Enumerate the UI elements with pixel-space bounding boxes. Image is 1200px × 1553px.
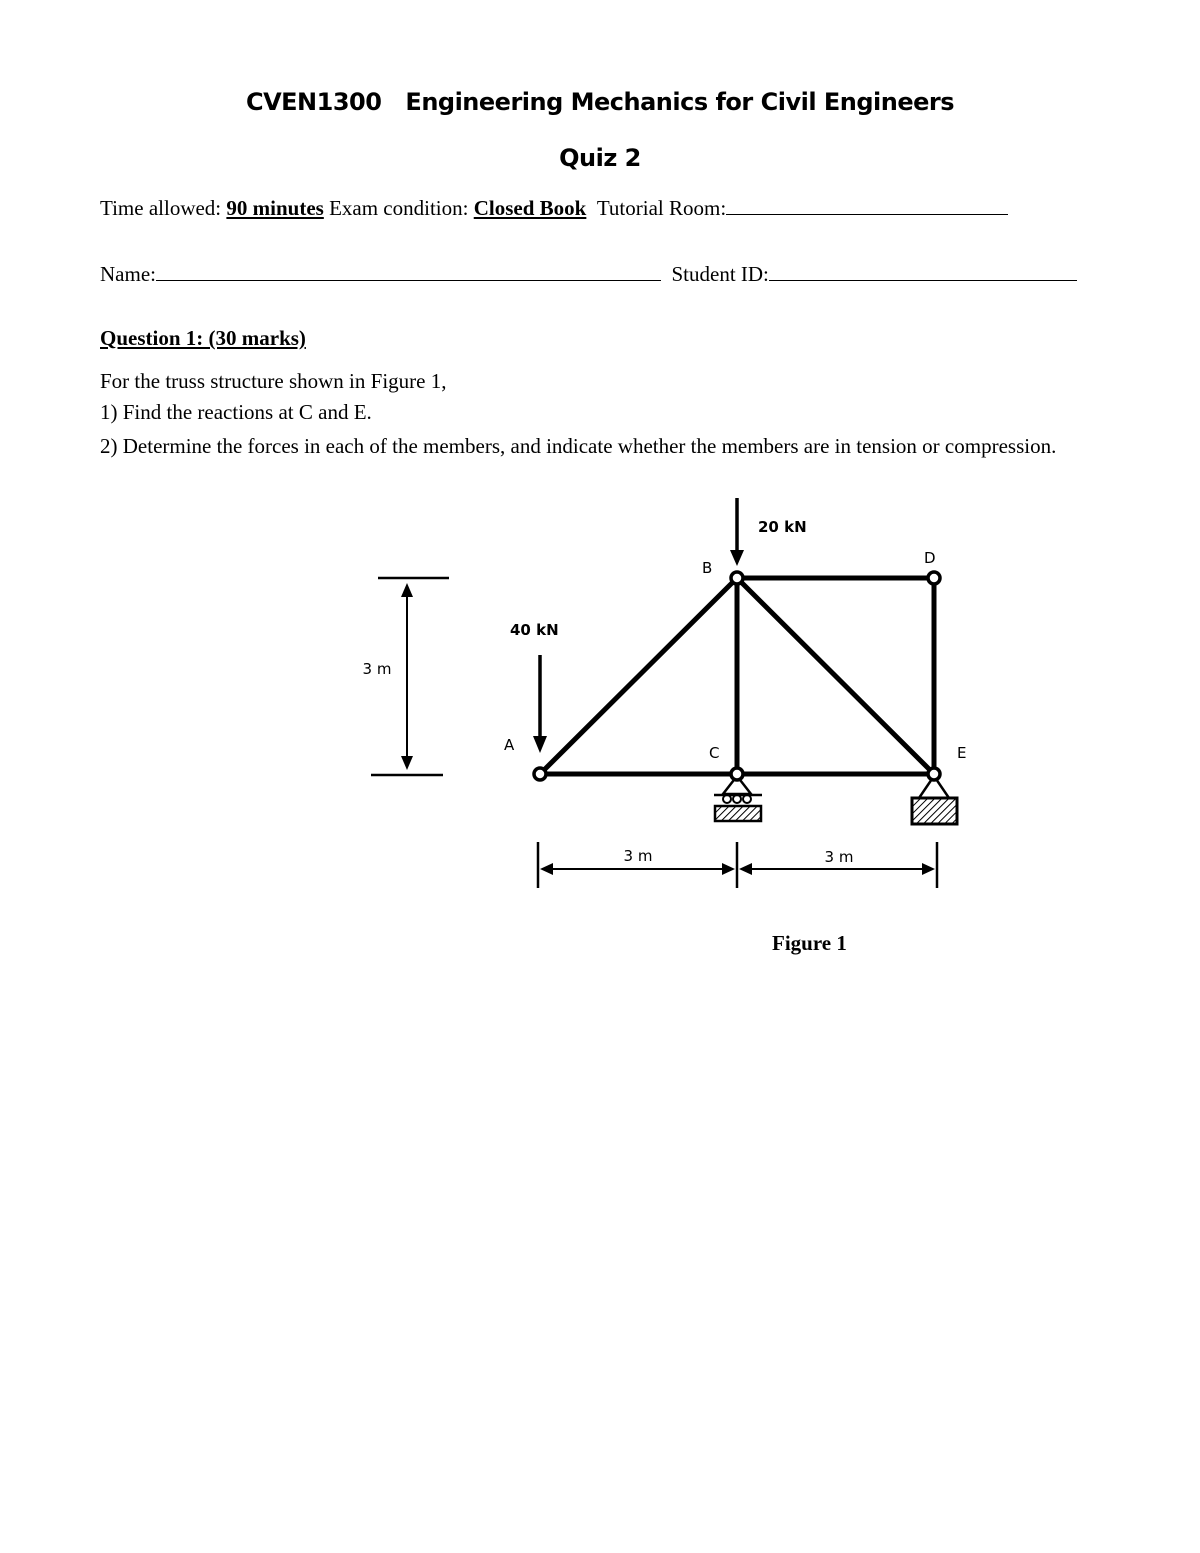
node-label-b: B xyxy=(702,559,713,577)
node-label-c: C xyxy=(709,744,720,762)
exam-condition-value: Closed Book xyxy=(473,196,587,220)
span-right-label: 3 m xyxy=(824,848,854,866)
time-allowed-value: 90 minutes xyxy=(226,196,324,220)
time-allowed-label: Time allowed: xyxy=(100,196,222,220)
node-label-a: A xyxy=(504,736,515,754)
quiz-title: Quiz 2 xyxy=(559,144,641,172)
load-b-label: 20 kN xyxy=(758,518,807,536)
pin-support-e xyxy=(912,776,957,824)
tutorial-room-label: Tutorial Room: xyxy=(596,196,727,220)
question-task-1: 1) Find the reactions at C and E. xyxy=(100,400,372,424)
figure-caption: Figure 1 xyxy=(772,931,847,955)
height-dimension-label: 3 m xyxy=(362,660,392,678)
node-label-e: E xyxy=(957,744,967,762)
load-a-label: 40 kN xyxy=(510,621,559,639)
joint-b xyxy=(731,572,743,584)
joint-d xyxy=(928,572,940,584)
member-be xyxy=(737,578,934,774)
joint-a xyxy=(534,768,546,780)
span-dimension xyxy=(538,842,937,888)
student-id-label: Student ID: xyxy=(671,262,769,286)
node-label-d: D xyxy=(924,549,936,567)
span-left-label: 3 m xyxy=(623,847,653,865)
member-ab xyxy=(540,578,737,774)
joint-e xyxy=(928,768,940,780)
roller-support-c xyxy=(714,776,762,821)
question-heading: Question 1: (30 marks) xyxy=(100,326,306,350)
exam-condition-label: Exam condition: xyxy=(329,196,469,220)
load-arrow-a xyxy=(533,655,547,753)
load-arrow-b xyxy=(730,498,744,566)
course-name: Engineering Mechanics for Civil Engineers xyxy=(405,88,955,116)
joint-c xyxy=(731,768,743,780)
question-intro: For the truss structure shown in Figure 1, xyxy=(100,369,447,393)
course-code: CVEN1300 xyxy=(245,88,382,116)
truss-members xyxy=(540,578,934,774)
question-task-2: 2) Determine the forces in each of the members, and indicate whether the members are in tension or compression. xyxy=(100,434,1057,458)
name-label: Name: xyxy=(100,262,156,286)
